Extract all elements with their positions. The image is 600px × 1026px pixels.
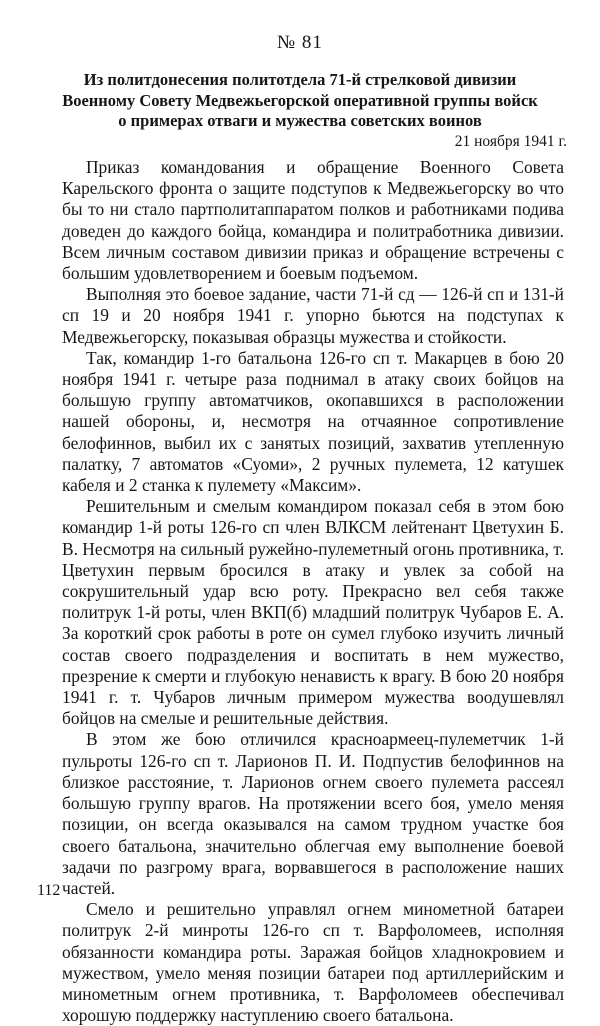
document-body xyxy=(62,157,564,1026)
body-paragraph: Так, командир 1-го батальона 126-го сп т. Макарцев в бою 20 ноября 1941 г. четыре раза поднимал в атаку своих бойцов на большую группу автоматчиков, окопавшихся в расположении нашей обороны, и, несмотря на отчаянное сопротивление белофиннов, выбил их с занятых позиций, захватив утепленную палатку, 7 автоматов «Суоми», 2 ручных пулемета, 12 катушек кабеля и 2 станка к пулемету «Максим». xyxy=(62,347,564,496)
body-paragraph: Смело и решительно управлял огнем минометной батареи политрук 2-й минроты 126-го сп т. Варфоломеев, исполняя обязанности командира роты. Заражая бойцов хладнокровием и мужеством, умело меняя позиции батареи под артиллерийским и минометным огнем противника, т. Варфоломеев обеспечивал хорошую поддержку наступлению своего батальона. xyxy=(62,899,564,1026)
document-title-line: Из политдонесения политотдела 71-й стрелковой дивизии xyxy=(83,70,517,89)
document-date: 21 ноября 1941 г. xyxy=(454,133,567,150)
body-paragraph: Выполняя это боевое задание, части 71-й сд — 126-й сп и 131-й сп 19 и 20 ноября 1941 г. упорно бьются на подступах к Медвежьегорску, показывая образцы мужества и стойкости. xyxy=(62,284,564,347)
document-title xyxy=(60,70,540,132)
page-number: 112 xyxy=(37,882,61,899)
document-title-line: о примерах отваги и мужества советских воинов xyxy=(118,111,482,130)
document-title-line: Военному Совету Медвежьегорской оперативной группы войск xyxy=(62,90,538,110)
body-paragraph: Приказ командования и обращение Военного Совета Карельского фронта о защите подступов к Медвежьегорску во что бы то ни стало партполитаппаратом полков и работниками подива доведен до каждого бойца, командира и политработника дивизии. Всем личным составом дивизии приказ и обращение встречены с большим удовлетворением и боевым подъемом. xyxy=(62,157,564,284)
body-paragraph: В этом же бою отличился красноармеец-пулеметчик 1-й пульроты 126-го сп т. Ларионов П. И. Подпустив белофиннов на близкое расстояние, т. Ларионов огнем своего пулемета рассеял большую группу врагов. На протяжении всего боя, умело меняя позиции, он всегда оказывался на самом трудном участке боя своего батальона, значительно облегчая ему выполнение боевой задачи по разгрому врага, ворвавшегося в расположение наших частей. xyxy=(62,729,564,898)
document-number: № 81 xyxy=(277,32,323,53)
body-paragraph: Решительным и смелым командиром показал себя в этом бою командир 1-й роты 126-го сп член ВЛКСМ лейтенант Цветухин Б. В. Несмотря на сильный ружейно-пулеметный огонь противника, т. Цветухин первым бросился в атаку и увлек за собой на сокрушительный удар всю роту. Прекрасно вел себя также политрук 1-й роты, член ВКП(б) младший политрук Чубаров Е. А. За короткий срок работы в роте он сумел глубоко изучить личный состав своего подразделения и воспитать в нем мужество, презрение к смерти и глубокую ненависть к врагу. В бою 20 ноября 1941 г. т. Чубаров личным примером мужества воодушевлял бойцов на смелые и решительные действия. xyxy=(62,496,564,729)
